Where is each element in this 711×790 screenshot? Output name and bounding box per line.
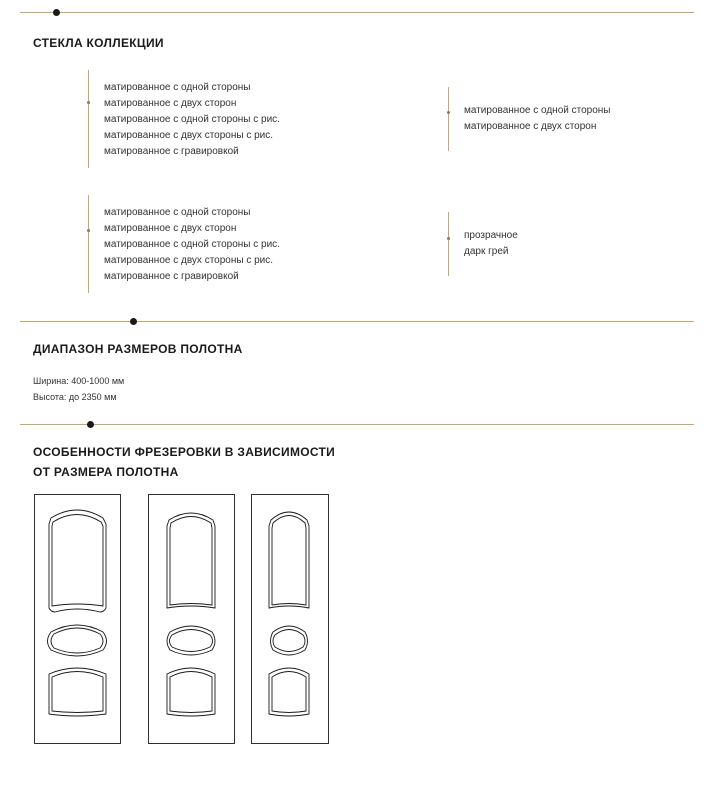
group-separator xyxy=(448,87,449,151)
list-item: матированное с двух сторон xyxy=(464,121,597,132)
list-item: матированное с гравировкой xyxy=(104,271,239,282)
glass-section-title: СТЕКЛА КОЛЛЕКЦИИ xyxy=(33,36,164,50)
group-separator-dot xyxy=(87,101,90,104)
section-divider xyxy=(20,321,694,322)
divider-dot xyxy=(130,318,137,325)
divider-dot xyxy=(53,9,60,16)
list-item: матированное с двух сторон xyxy=(104,98,237,109)
glass-options-list xyxy=(104,80,280,160)
milling-section-title xyxy=(33,442,335,482)
group-separator-dot xyxy=(447,111,450,114)
group-separator-dot xyxy=(447,237,450,240)
milling-title-line: ОТ РАЗМЕРА ПОЛОТНА xyxy=(33,465,179,479)
door-drawing-narrow xyxy=(252,495,329,744)
group-separator xyxy=(88,70,89,168)
milling-title-line: ОСОБЕННОСТИ ФРЕЗЕРОВКИ В ЗАВИСИМОСТИ xyxy=(33,445,336,459)
door-milling-drawings xyxy=(34,494,334,746)
list-item: матированное с одной стороны xyxy=(464,105,611,116)
list-item: матированное с двух стороны с рис. xyxy=(104,130,274,141)
list-item: прозрачное xyxy=(464,230,518,241)
size-height: Высота: до 2350 мм xyxy=(33,392,117,402)
list-item: матированное с одной стороны xyxy=(104,82,251,93)
divider-dot xyxy=(87,421,94,428)
group-separator-dot xyxy=(87,229,90,232)
group-separator xyxy=(88,195,89,293)
list-item: матированное с одной стороны с рис. xyxy=(104,239,280,250)
list-item: дарк грей xyxy=(464,246,509,257)
top-divider xyxy=(20,12,694,13)
door-drawing-wide xyxy=(35,495,121,744)
list-item: матированное с двух стороны с рис. xyxy=(104,255,274,266)
glass-options-list xyxy=(464,103,610,135)
list-item: матированное с двух сторон xyxy=(104,223,237,234)
list-item: матированное с одной стороны с рис. xyxy=(104,114,280,125)
glass-options-list xyxy=(464,228,518,260)
section-divider xyxy=(20,424,694,425)
size-section-title: ДИАПАЗОН РАЗМЕРОВ ПОЛОТНА xyxy=(33,342,243,356)
glass-options-list xyxy=(104,205,280,285)
list-item: матированное с гравировкой xyxy=(104,146,239,157)
list-item: матированное с одной стороны xyxy=(104,207,251,218)
size-width: Ширина: 400-1000 мм xyxy=(33,376,125,386)
group-separator xyxy=(448,212,449,276)
door-drawing-medium xyxy=(149,495,235,744)
